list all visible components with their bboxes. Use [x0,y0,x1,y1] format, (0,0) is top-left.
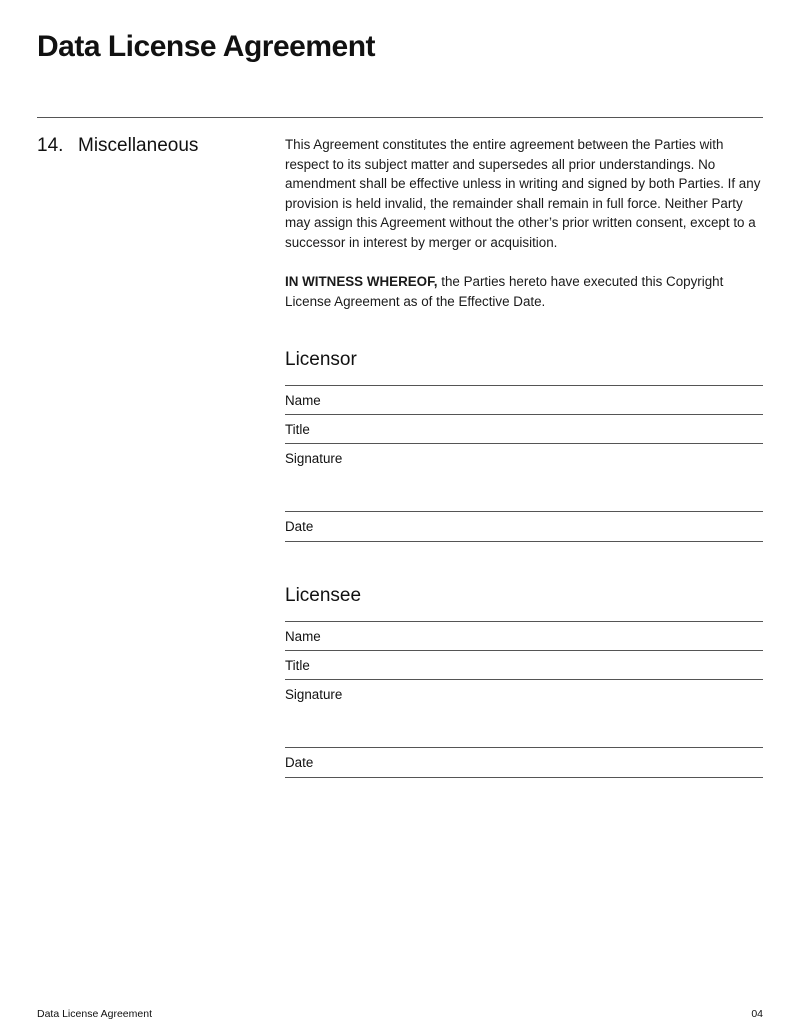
footer-page-number: 04 [751,1008,763,1020]
section-title: Miscellaneous [78,135,199,156]
licensor-title-field[interactable] [285,414,763,443]
licensor-date-label: Date [285,519,314,534]
licensee-date-label: Date [285,755,314,770]
title-divider [37,117,763,118]
footer-document-name: Data License Agreement [37,1008,152,1020]
licensor-title-label: Title [285,422,310,437]
licensee-title-field[interactable] [285,650,763,679]
section-content [285,135,763,311]
licensee-signature-field[interactable] [285,679,763,747]
licensor-signature-label: Signature [285,451,343,466]
licensee-date-field[interactable] [285,747,763,778]
section-heading [37,135,198,157]
licensor-heading: Licensor [285,349,357,370]
licensee-signature-block [285,583,763,778]
licensor-signature-block [285,347,763,542]
licensor-signature-field[interactable] [285,443,763,511]
licensee-title-label: Title [285,658,310,673]
licensee-signature-label: Signature [285,687,343,702]
section-body: This Agreement constitutes the entire agreement between the Parties with respect to its subject matter and supersedes all prior understandings. No amendment shall be effective unless in writing and signed by both Parties. If any provision is held invalid, the remainder shall remain in full force. Neither Party may assign this Agreement without the other’s prior written consent, except to a successor in interest by merger or acquisition. [285,137,761,250]
witness-text: the Parties hereto have executed this Copyright License Agreement as of the Effective Date. [285,274,724,309]
section-number: 14. [37,135,64,156]
licensor-date-field[interactable] [285,511,763,542]
witness-lead: IN WITNESS WHEREOF, [285,274,438,290]
licensee-name-field[interactable] [285,621,763,650]
licensee-heading: Licensee [285,585,362,606]
licensor-name-label: Name [285,393,321,408]
licensor-name-field[interactable] [285,385,763,414]
licensee-name-label: Name [285,629,321,644]
page-title: Data License Agreement [37,30,376,63]
witness-clause [285,272,763,311]
